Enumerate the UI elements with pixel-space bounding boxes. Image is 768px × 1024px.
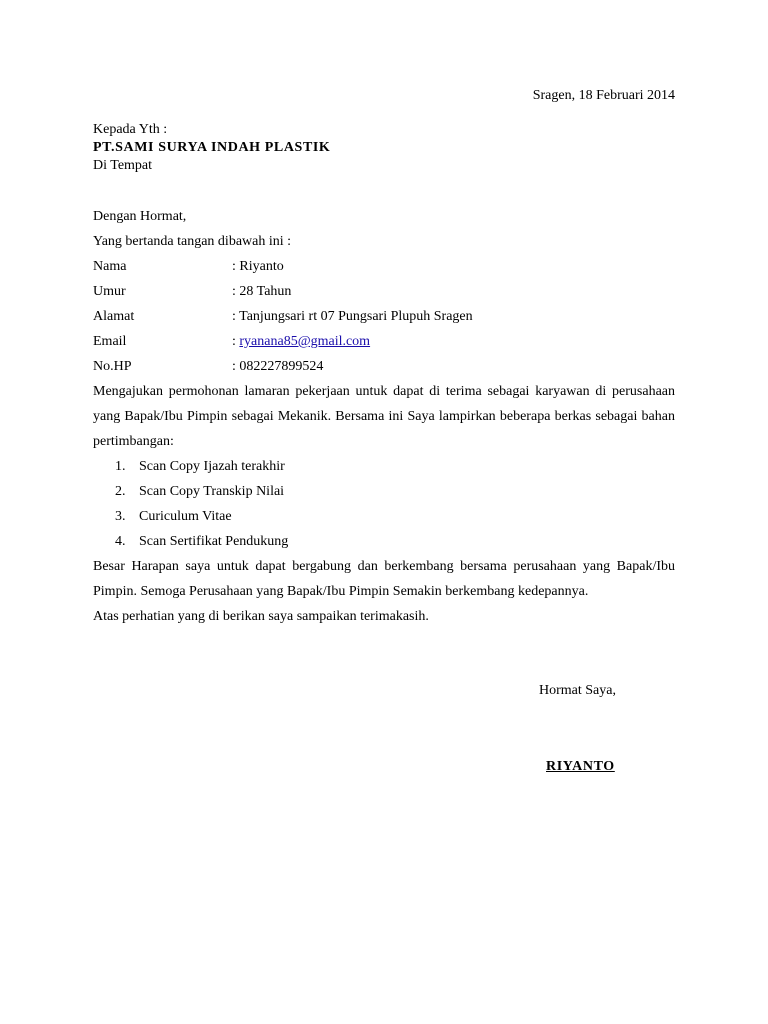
- list-number: 1.: [115, 459, 126, 474]
- detail-value: : Riyanto: [232, 259, 284, 274]
- list-number: 4.: [115, 534, 126, 549]
- letter-body: [93, 204, 675, 629]
- detail-label: Email: [93, 334, 127, 349]
- detail-label: Alamat: [93, 309, 135, 324]
- signature-name: RIYANTO: [546, 759, 615, 774]
- list-item: [93, 504, 675, 529]
- list-text: Scan Copy Transkip Nilai: [139, 484, 285, 499]
- detail-row-name: [93, 254, 675, 279]
- list-number: 2.: [115, 484, 126, 499]
- list-text: Curiculum Vitae: [139, 509, 232, 524]
- detail-row-address: [93, 304, 675, 329]
- detail-row-phone: [93, 354, 675, 379]
- recipient-block: [93, 121, 330, 175]
- detail-label: No.HP: [93, 359, 132, 374]
- detail-value: : 28 Tahun: [232, 284, 292, 299]
- attachment-list: [93, 454, 675, 554]
- list-item: [93, 454, 675, 479]
- paragraph-application: Mengajukan permohonan lamaran pekerjaan untuk dapat di terima sebagai karyawan di perusahaan yang Bapak/Ibu Pimpin sebagai Mekanik. Bersama ini Saya lampirkan beberapa berkas sebagai bahan pertimbangan:: [93, 384, 675, 449]
- list-text: Scan Copy Ijazah terakhir: [139, 459, 285, 474]
- detail-value: : Tanjungsari rt 07 Pungsari Plupuh Sragen: [232, 309, 473, 324]
- personal-details: [93, 254, 675, 379]
- paragraph-hope: Besar Harapan saya untuk dapat bergabung dan berkembang bersama perusahaan yang Bapak/Ibu Pimpin. Semoga Perusahaan yang Bapak/Ibu Pimpin Semakin berkembang kedepannya.: [93, 559, 675, 599]
- list-number: 3.: [115, 509, 126, 524]
- email-prefix: :: [232, 334, 240, 349]
- greeting: Dengan Hormat,: [93, 209, 187, 224]
- closing-phrase: Hormat Saya,: [539, 683, 616, 698]
- recipient-location: Di Tempat: [93, 158, 153, 173]
- detail-row-email: [93, 329, 675, 354]
- recipient-salutation: Kepada Yth :: [93, 122, 168, 137]
- intro-line: Yang bertanda tangan dibawah ini :: [93, 234, 292, 249]
- detail-value: [232, 329, 370, 354]
- list-text: Scan Sertifikat Pendukung: [139, 534, 289, 549]
- detail-label: Umur: [93, 284, 126, 299]
- email-link[interactable]: ryanana85@gmail.com: [239, 334, 371, 349]
- detail-row-age: [93, 279, 675, 304]
- list-item: [93, 529, 675, 554]
- recipient-company: PT.SAMI SURYA INDAH PLASTIK: [93, 140, 331, 155]
- list-item: [93, 479, 675, 504]
- detail-value: : 082227899524: [232, 359, 324, 374]
- detail-label: Nama: [93, 259, 127, 274]
- paragraph-thanks: Atas perhatian yang di berikan saya sampaikan terimakasih.: [93, 609, 429, 624]
- letter-date: Sragen, 18 Februari 2014: [532, 88, 675, 103]
